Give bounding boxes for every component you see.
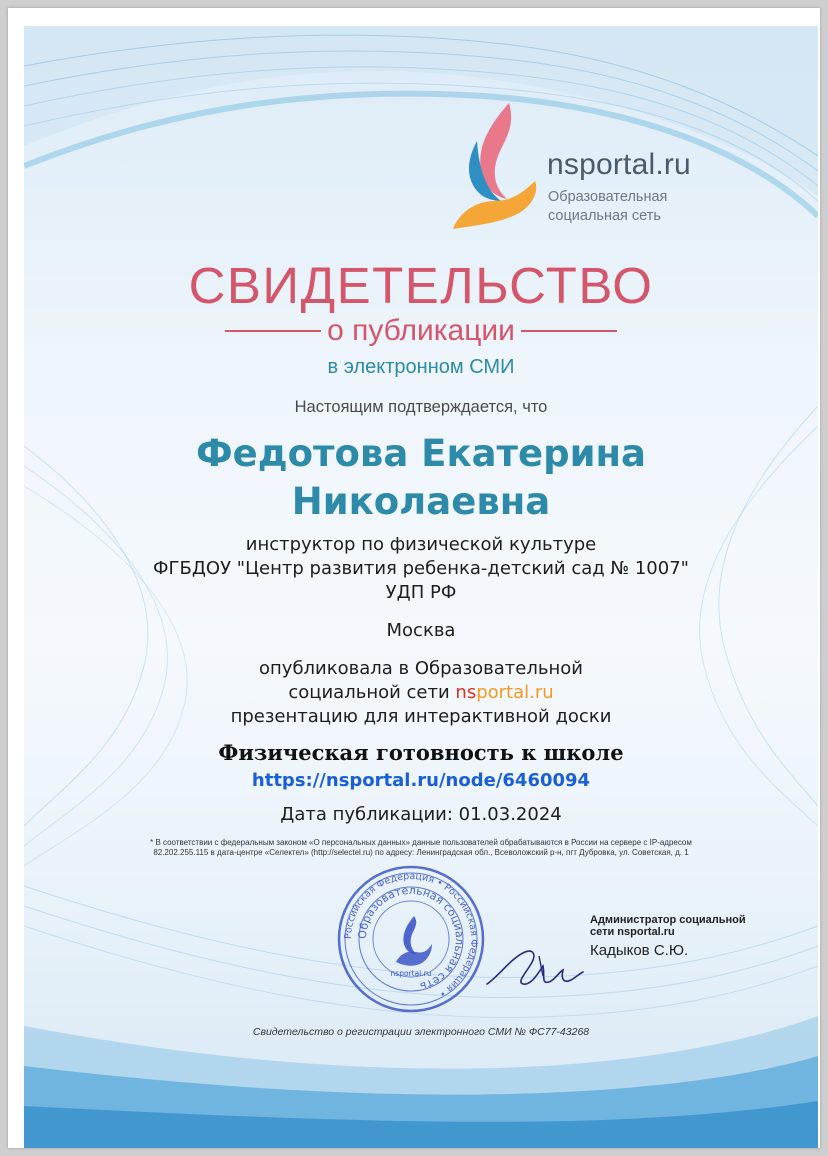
flame-hand-icon	[449, 101, 544, 231]
left-divider	[225, 330, 321, 332]
round-seal-icon	[336, 864, 486, 1014]
right-divider	[521, 330, 617, 332]
certificate-frame	[8, 8, 820, 1148]
subtitle-row	[24, 314, 818, 348]
admin-role: Администратор социальной сети nsportal.ru	[590, 914, 746, 938]
publication-date: Дата публикации: 01.03.2024	[280, 804, 562, 825]
person-city: Москва	[386, 620, 456, 641]
person-position: инструктор по физической культуре	[245, 534, 597, 555]
footnote-line-1: * В соответствии с федеральным законом «О персональных данных» данные пользователей обрабатываются в России на сервере с IP-адресом	[150, 838, 692, 847]
confirm-text: Настоящим подтверждается, что	[294, 398, 548, 416]
person-department: УДП РФ	[385, 582, 457, 603]
work-url-link[interactable]: https://nsportal.ru/node/6460094	[251, 770, 591, 791]
stamp-inner-text: Образовательная социальная сеть	[355, 883, 467, 994]
material-type: презентацию для интерактивной доски	[230, 706, 612, 727]
handwritten-signature	[479, 936, 589, 996]
certificate-medium: в электронном СМИ	[327, 356, 515, 378]
work-title: Физическая готовность к школе	[218, 740, 624, 765]
certificate-sheet	[24, 26, 818, 1148]
brand-inline-rest: portal.ru	[476, 682, 554, 703]
admin-name: Кадыков С.Ю.	[590, 942, 689, 959]
stamp-center-text: nsportal.ru	[390, 969, 432, 978]
footnote-line-2: 82.202.255.115 в дата-центре «Селектел» (http://selectel.ru) по адресу: Ленинградская обл., Всеволожский р-н, пгт Дубровка, ул. Советская, д. 1	[153, 848, 689, 857]
brand-tagline: Образовательная социальная сеть	[548, 189, 668, 224]
brand-name: nsportal.ru	[547, 148, 691, 181]
published-line-2-prefix: социальной сети	[288, 682, 450, 703]
certificate-subtitle: о публикации	[327, 314, 515, 347]
registration-note: Свидетельство о регистрации электронного СМИ № ФС77-43268	[252, 1026, 590, 1038]
privacy-footnote	[84, 838, 758, 858]
brand-inline-ns: ns	[455, 682, 477, 703]
published-line-1: опубликовала в Образовательной	[259, 658, 583, 679]
stamp-outer-text: Российская Федерация • Российская Федерация •	[342, 870, 480, 1000]
person-name: Федотова Екатерина Николаевна	[195, 432, 647, 523]
person-organization: ФГБДОУ "Центр развития ребенка-детский сад № 1007"	[153, 558, 689, 579]
certificate-title: СВИДЕТЕЛЬСТВО	[188, 257, 654, 314]
published-line-2	[24, 682, 818, 703]
